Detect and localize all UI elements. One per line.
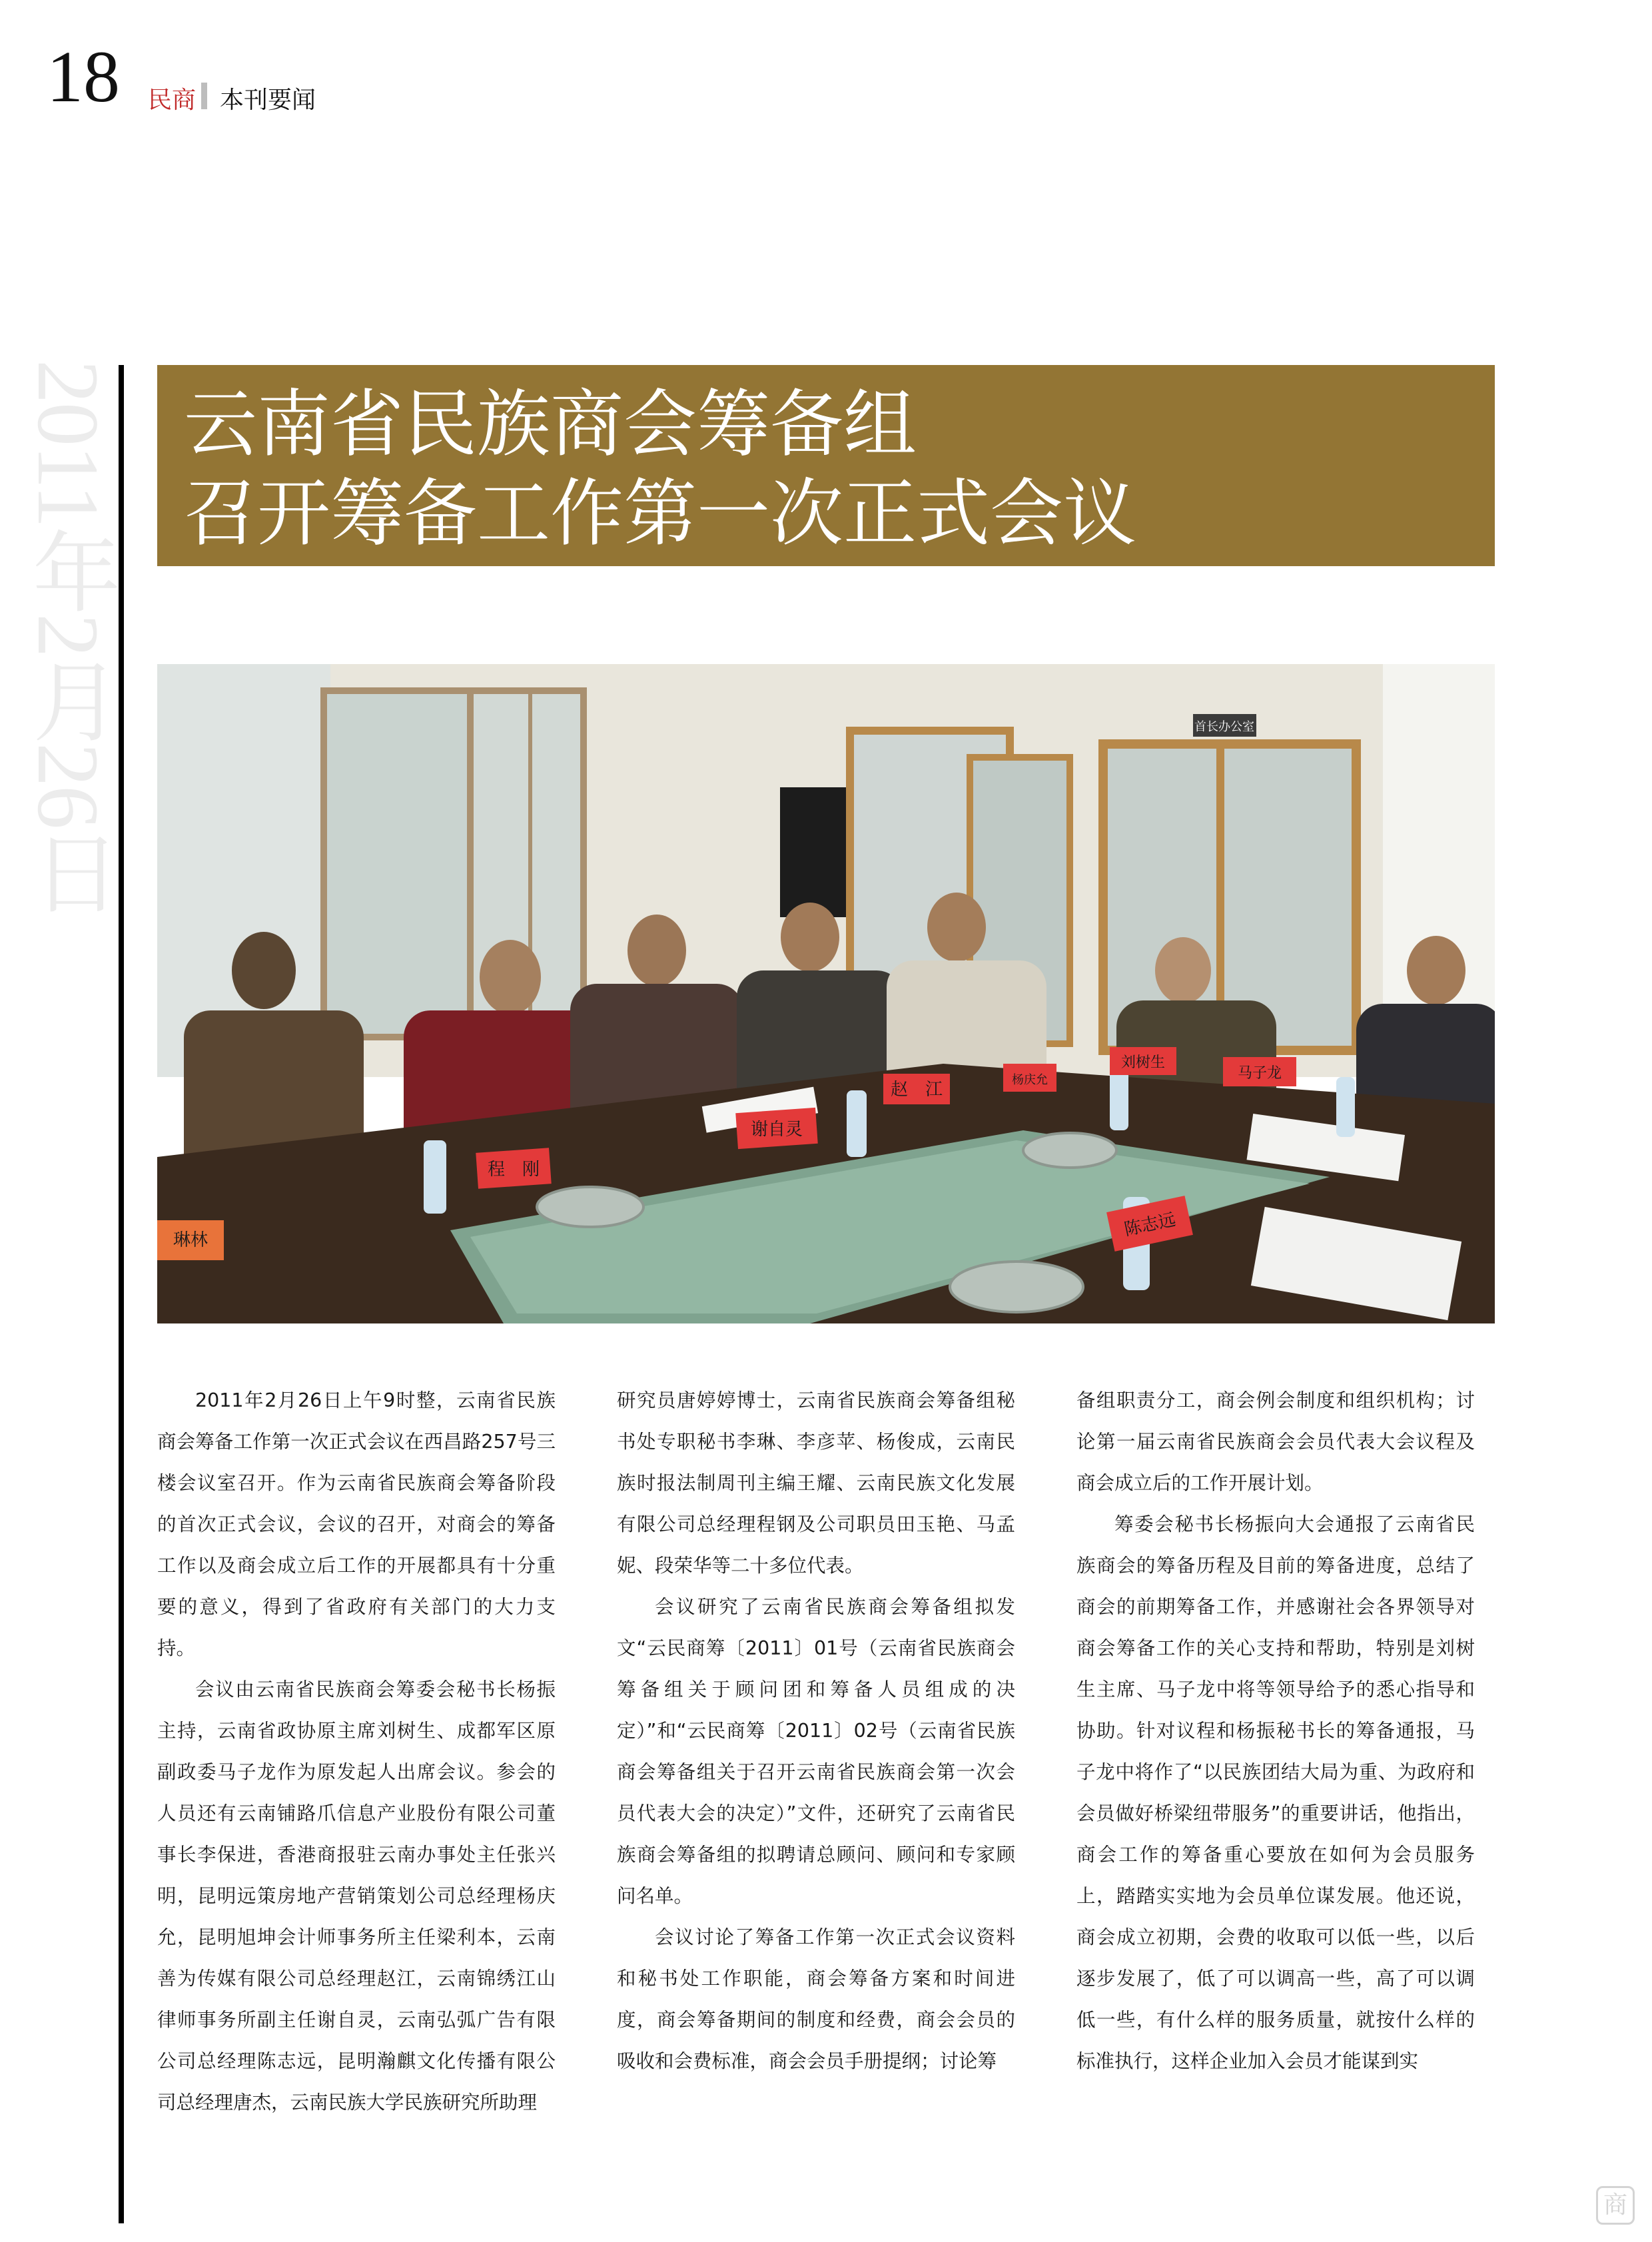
title-line-1: 云南省民族商会筹备组 — [184, 382, 917, 467]
article-column-1 — [157, 1380, 556, 2123]
nameplate-2: 谢自灵 — [750, 1120, 803, 1140]
nameplate-5: 刘树生 — [1120, 1054, 1166, 1071]
vertical-date: 2011年2月26日 — [19, 360, 117, 915]
nameplate-1: 程 刚 — [487, 1160, 540, 1180]
article-column-3 — [1076, 1380, 1475, 2082]
title-banner — [157, 365, 1495, 566]
paragraph-continuation: 备组职责分工，商会例会制度和组织机构；讨论第一届云南省民族商会会员代表大会议程及商会成立后的工作开展计划。 — [1076, 1389, 1475, 1494]
paragraph: 会议由云南省民族商会筹委会秘书长杨振主持，云南省政协原主席刘树生、成都军区原副政委马子龙作为原发起人出席会议。参会的人员还有云南铺路爪信息产业股份有限公司董事长李保进，香港商报驻云南办事处主任张兴明，昆明远策房地产营销策划公司总经理杨庆允，昆明旭坤会计师事务所主任梁利本，云南善为传媒有限公司总经理赵江，云南锦绣江山律师事务所副主任谢自灵，云南弘弧广告有限公司总经理陈志远，昆明瀚麒文化传播有限公司总经理唐杰，云南民族大学民族研究所助理 — [157, 1679, 556, 2113]
nameplate-4: 杨庆允 — [1012, 1073, 1048, 1087]
paragraph: 会议研究了云南省民族商会筹备组拟发文“云民商筹〔2011〕01号（云南省民族商会筹备组关于顾问团和筹备人员组成的决定）”和“云民商筹〔2011〕02号（云南省民族商会筹备组关于召开云南省民族商会第一次会员代表大会的决定）”文件，还研究了云南省民族商会筹备组的拟聘请总顾问、顾问和专家顾问名单。 — [617, 1596, 1015, 1907]
section-label: 民商 — [148, 87, 197, 114]
column-label: 本刊要闻 — [220, 87, 316, 114]
door-sign-text: 首长办公室 — [1194, 720, 1254, 734]
vertical-rule — [119, 365, 124, 2223]
magazine-logo-icon: 商 — [1596, 2186, 1635, 2225]
meeting-photo — [157, 664, 1495, 1323]
paragraph-continuation: 研究员唐婷婷博士，云南省民族商会筹备组秘书处专职秘书李琳、李彦苹、杨俊成，云南民族时报法制周刊主编王耀、云南民族文化发展有限公司总经理程钢及公司职员田玉艳、马孟妮、段荣华等二十多位代表。 — [617, 1389, 1015, 1577]
article-column-2 — [617, 1380, 1015, 2082]
nameplate-6: 马子龙 — [1237, 1065, 1282, 1082]
nameplate-8: 琳林 — [173, 1230, 208, 1250]
paragraph: 2011年2月26日上午9时整，云南省民族商会筹备工作第一次正式会议在西昌路257号三楼会议室召开。作为云南省民族商会筹备阶段的首次正式会议，会议的召开，对商会的筹备工作以及商会成立后工作的开展都具有十分重要的意义，得到了省政府有关部门的大力支持。 — [157, 1389, 556, 1659]
page-number: 18 — [47, 36, 120, 117]
title-line-2: 召开筹备工作第一次正式会议 — [184, 471, 1136, 556]
nameplate-3: 赵 江 — [890, 1080, 943, 1100]
paragraph: 会议讨论了筹备工作第一次正式会议资料和秘书处工作职能，商会筹备方案和时间进度，商会筹备期间的制度和经费，商会会员的吸收和会费标准，商会会员手册提纲；讨论筹 — [617, 1926, 1015, 2072]
nameplate-7: 陈志远 — [1122, 1210, 1178, 1240]
paragraph: 筹委会秘书长杨振向大会通报了云南省民族商会的筹备历程及目前的筹备进度，总结了商会的前期筹备工作，并感谢社会各界领导对商会筹备工作的关心支持和帮助，特别是刘树生主席、马子龙中将等领导给予的悉心指导和协助。针对议程和杨振秘书长的筹备通报，马子龙中将作了“以民族团结大局为重、为政府和会员做好桥梁纽带服务”的重要讲话，他指出，商会工作的筹备重心要放在如何为会员服务上，踏踏实实地为会员单位谋发展。他还说，商会成立初期，会费的收取可以低一些，以后逐步发展了，低了可以调高一些，高了可以调低一些，有什么样的服务质量，就按什么样的标准执行，这样企业加入会员才能谋到实 — [1076, 1513, 1475, 2072]
header-divider — [201, 83, 207, 109]
